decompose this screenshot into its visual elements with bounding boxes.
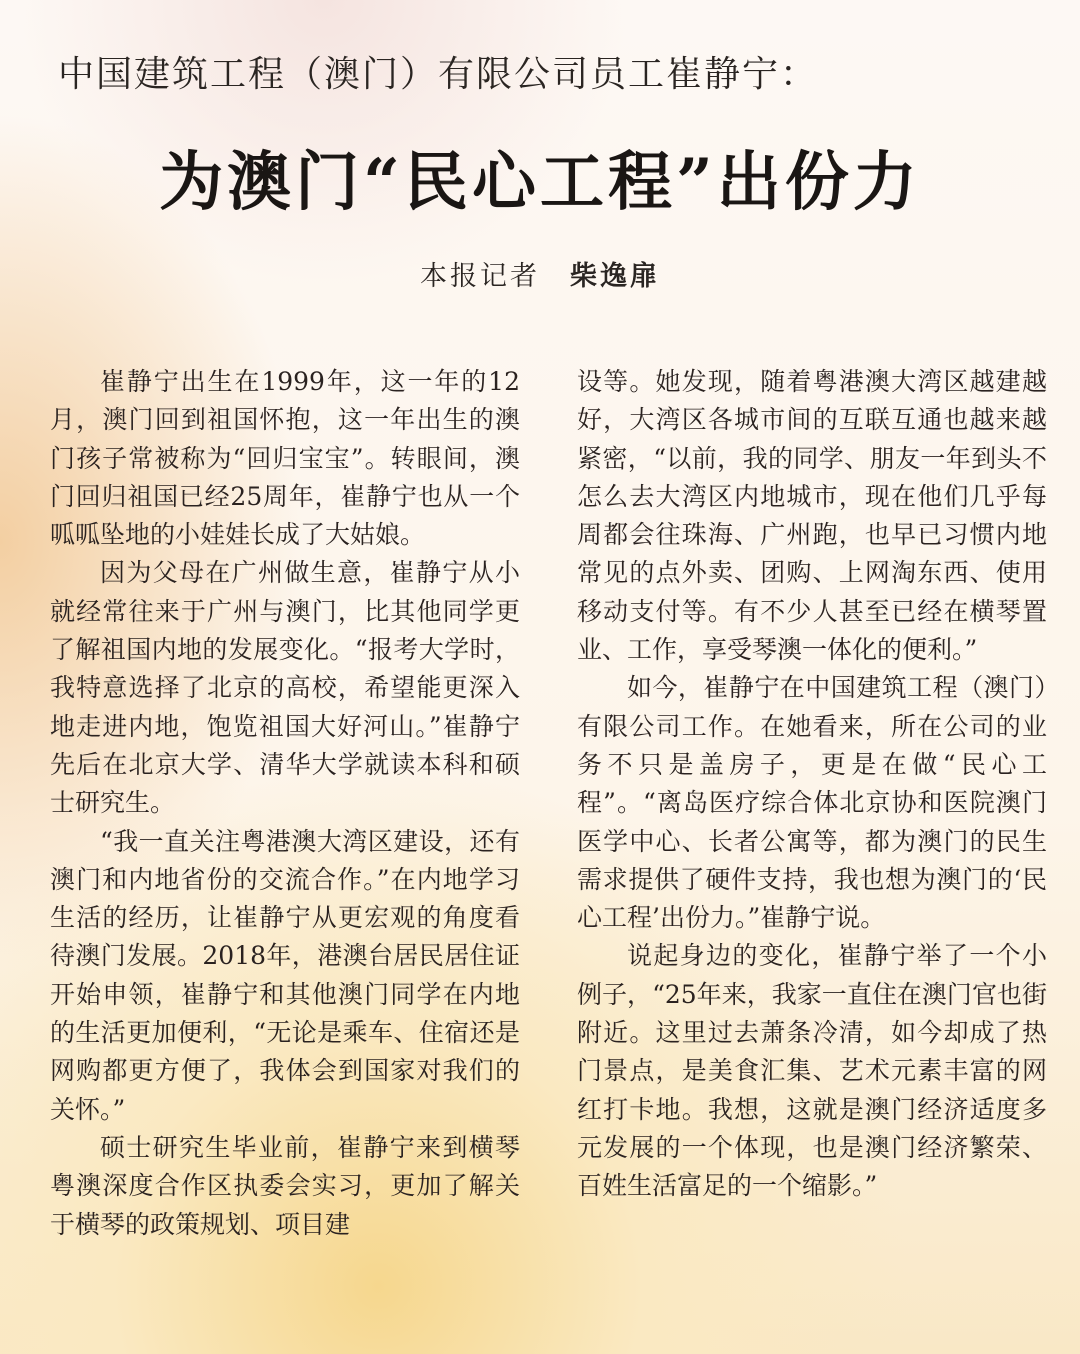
article-column-right [577,363,1047,1206]
byline-prefix: 本报记者 [420,261,540,292]
article-kicker: 中国建筑工程（澳门）有限公司员工崔静宁： [58,54,819,95]
paragraph: 如今，崔静宁在中国建筑工程（澳门）有限公司工作。在她看来，所在公司的业务不只是盖房子，更是在做“民心工程”。“离岛医疗综合体北京协和医院澳门医学中心、长者公寓等，都为澳门的民生需求提供了硬件支持，我也想为澳门的‘民心工程’出份力。”崔静宁说。 [577,673,1047,933]
paragraph: 因为父母在广州做生意，崔静宁从小就经常往来于广州与澳门，比其他同学更了解祖国内地的发展变化。“报考大学时，我特意选择了北京的高校，希望能更深入地走进内地，饱览祖国大好河山。”崔静宁先后在北京大学、清华大学就读本科和硕士研究生。 [50,558,520,818]
paragraph-continued: 设等。她发现，随着粤港澳大湾区越建越好，大湾区各城市间的互联互通也越来越紧密，“以前，我的同学、朋友一年到头不怎么去大湾区内地城市，现在他们几乎每周都会往珠海、广州跑，也早已习惯内地常见的点外卖、团购、上网淘东西、使用移动支付等。有不少人甚至已经在横琴置业、工作，享受琴澳一体化的便利。” [577,367,1047,665]
paragraph: “我一直关注粤港澳大湾区建设，还有澳门和内地省份的交流合作。”在内地学习生活的经历，让崔静宁从更宏观的角度看待澳门发展。2018年，港澳台居民居住证开始申领，崔静宁和其他澳门同学在内地的生活更加便利，“无论是乘车、住宿还是网购都更方便了，我体会到国家对我们的关怀。” [50,826,520,1124]
article-headline: 为澳门“民心工程”出份力 [159,145,921,220]
paragraph: 硕士研究生毕业前，崔静宁来到横琴粤澳深度合作区执委会实习，更加了解关于横琴的政策规划、项目建 [50,1132,520,1239]
paragraph: 崔静宁出生在1999年，这一年的12月，澳门回到祖国怀抱，这一年出生的澳门孩子常被称为“回归宝宝”。转眼间，澳门回归祖国已经25周年，崔静宁也从一个呱呱坠地的小娃娃长成了大姑娘。 [50,367,520,550]
byline [0,254,1080,300]
article-column-left [50,363,520,1244]
byline-author: 柴逸扉 [570,261,660,292]
paragraph: 说起身边的变化，崔静宁举了一个小例子，“25年来，我家一直住在澳门官也街附近。这里过去萧条冷清，如今却成了热门景点，是美食汇集、艺术元素丰富的网红打卡地。我想，这就是澳门经济适度多元发展的一个体现，也是澳门经济繁荣、百姓生活富足的一个缩影。” [577,941,1047,1201]
